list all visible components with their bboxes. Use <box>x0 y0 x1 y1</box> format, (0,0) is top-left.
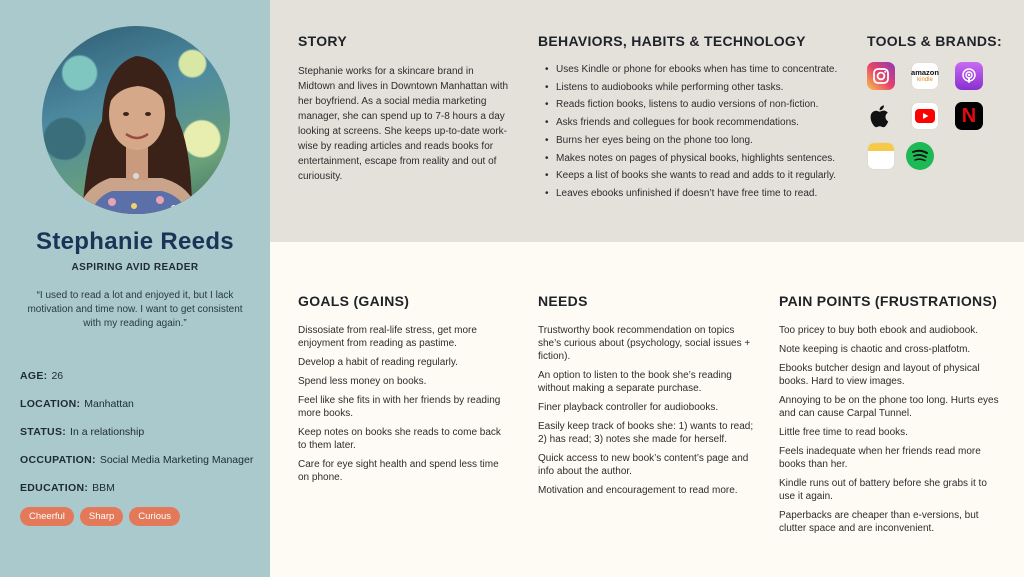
behaviors-list <box>542 61 837 203</box>
netflix-icon <box>955 102 983 130</box>
spotify-icon <box>906 142 934 170</box>
fact-label: EDUCATION: <box>20 482 89 494</box>
list-item: • Leaves ebooks unfinished if doesn’t have free time to read. <box>542 185 837 203</box>
story-heading: STORY <box>298 33 347 49</box>
list-item: Kindle runs out of battery before she grabs it to use it again. <box>779 478 987 502</box>
list-item: Develop a habit of reading regularly. <box>298 357 458 368</box>
list-item: An option to listen to the book she’s reading without making a separate purchase. <box>538 370 732 394</box>
persona-avatar <box>42 26 230 214</box>
persona-portrait <box>42 26 230 214</box>
persona-tags <box>20 507 180 526</box>
fact-label: STATUS: <box>20 426 67 438</box>
instagram-icon <box>867 62 895 90</box>
list-item: Spend less money on books. <box>298 376 427 387</box>
youtube-icon <box>911 102 939 130</box>
list-item: Quick access to new book’s content’s page and info about the author. <box>538 453 749 477</box>
fact-status <box>20 425 265 453</box>
persona-role: ASPIRING AVID READER <box>71 262 199 273</box>
needs-heading: NEEDS <box>538 293 588 309</box>
pain-points-heading: PAIN POINTS (FRUSTRATIONS) <box>779 293 998 309</box>
list-item: Keep notes on books she reads to come back to them later. <box>298 427 501 451</box>
goals-list <box>298 324 512 490</box>
fact-value: In a relationship <box>70 426 145 438</box>
list-item: Note keeping is chaotic and cross-platfotm. <box>779 344 971 355</box>
persona-name: Stephanie Reeds <box>36 228 234 255</box>
fact-value: BBM <box>92 482 115 494</box>
kindle-label: kindle <box>917 76 933 83</box>
story-text: Stephanie works for a skincare brand in Midtown and lives in Downtown Manhattan with her boyfriend. As a social media marketing manager, she can spend up to 7-8 hours a day looking at screens. She keeps up-to-date work-wise by reading articles and reads books for entertainment, escape from reality and out of curiousity. <box>298 66 509 182</box>
netflix-letter: N <box>961 104 977 127</box>
list-item: Dissosiate from real-life stress, get more enjoyment from reading as pastime. <box>298 325 477 349</box>
list-item: • Asks friends and collegues for book recommendations. <box>542 114 837 132</box>
fact-value: 26 <box>51 370 64 382</box>
list-item: Ebooks butcher design and layout of physical books. Hard to view images. <box>779 363 980 387</box>
fact-value: Manhattan <box>84 398 134 410</box>
list-item: • Keeps a list of books she wants to read and adds to it regularly. <box>542 167 837 185</box>
list-item: Easily keep track of books she: 1) wants to read; 2) has read; 3) notes she made for herself. <box>538 421 754 445</box>
list-item: • Reads fiction books, listens to audio versions of non-fiction. <box>542 96 837 114</box>
pain-points-list <box>779 324 1001 541</box>
fact-location <box>20 397 265 425</box>
podcasts-icon <box>955 62 983 90</box>
list-item: • Listens to audiobooks while performing other tasks. <box>542 79 837 97</box>
tag-curious: Curious <box>129 507 180 526</box>
fact-occupation <box>20 453 265 481</box>
fact-age <box>20 369 265 397</box>
persona-sidebar <box>0 0 270 577</box>
tag-cheerful: Cheerful <box>20 507 74 526</box>
fact-value: Social Media Marketing Manager <box>99 454 254 466</box>
list-item: Little free time to read books. <box>779 427 908 438</box>
tools-heading: TOOLS & BRANDS: <box>867 33 1002 49</box>
notes-icon <box>867 142 895 170</box>
list-item: Paperbacks are cheaper than e-versions, but clutter space and are inconvenient. <box>779 510 979 534</box>
list-item: • Burns her eyes being on the phone too long. <box>542 132 837 150</box>
apple-icon <box>867 102 895 130</box>
amazon-kindle-icon <box>911 62 939 90</box>
goals-heading: GOALS (GAINS) <box>298 293 410 309</box>
persona-facts <box>20 369 265 509</box>
list-item: Annoying to be on the phone too long. Hurts eyes and can cause Carpal Tunnel. <box>779 395 999 419</box>
list-item: • Makes notes on pages of physical books, highlights sentences. <box>542 150 837 168</box>
tag-sharp: Sharp <box>80 507 123 526</box>
list-item: Trustworthy book recommendation on topics she’s curious about (psychology, social issues + fiction). <box>538 325 751 362</box>
amazon-label: amazon <box>911 67 939 77</box>
list-item: Finer playback controller for audiobooks. <box>538 402 719 413</box>
needs-list <box>538 324 758 503</box>
list-item: Too pricey to buy both ebook and audiobook. <box>779 325 979 336</box>
fact-label: OCCUPATION: <box>20 454 96 466</box>
list-item: Feel like she fits in with her friends by reading more books. <box>298 395 501 419</box>
persona-quote: “I used to read a lot and enjoyed it, but I lack motivation and time now. I want to get consistent with my reading again.” <box>27 290 243 329</box>
fact-label: AGE: <box>20 370 48 382</box>
fact-education <box>20 481 265 509</box>
list-item: Motivation and encouragement to read more. <box>538 485 738 496</box>
fact-label: LOCATION: <box>20 398 81 410</box>
list-item: Feels inadequate when her friends read more books than her. <box>779 446 981 470</box>
behaviors-heading: BEHAVIORS, HABITS & TECHNOLOGY <box>538 33 806 49</box>
list-item: Care for eye sight health and spend less time on phone. <box>298 459 499 483</box>
list-item: • Uses Kindle or phone for ebooks when has time to concentrate. <box>542 61 837 79</box>
